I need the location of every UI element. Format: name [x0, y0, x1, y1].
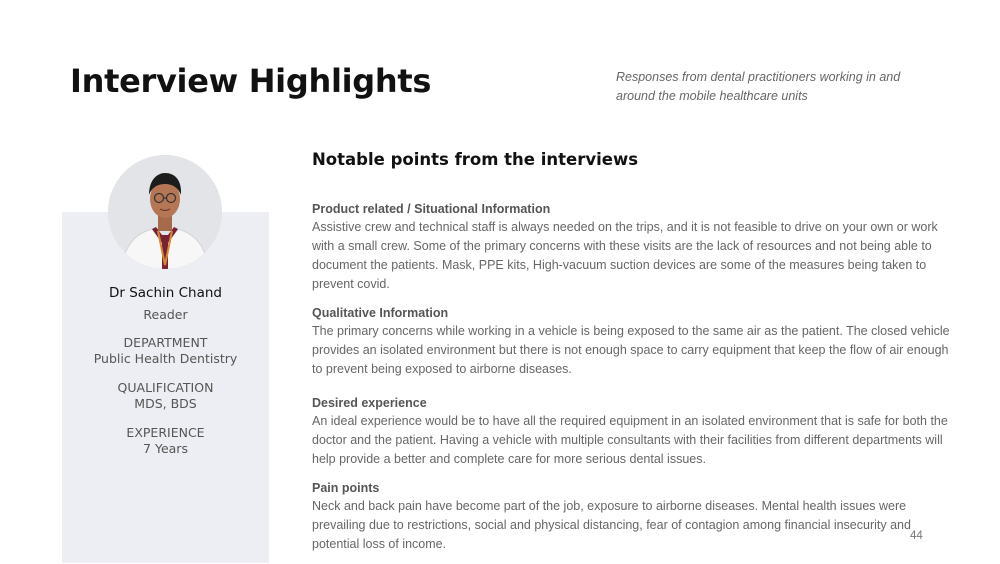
point-body: The primary concerns while working in a vehicle is being exposed to the same air as the patient. The closed vehicle provides an isolated environment but there is not enough space to carry equipment that keep the flow of air enough to prevent being exposed to airborne diseases.: [312, 324, 950, 376]
qualification-label: QUALIFICATION: [117, 380, 214, 395]
experience-value: 7 Years: [143, 440, 188, 456]
profile-qualification: [62, 380, 269, 411]
point-body: Neck and back pain have become part of the job, exposure to airborne diseases. Mental health issues were prevailing due to restrictions, social and physical distancing, fear of contagion among financial insecurity and potential loss of income.: [312, 499, 911, 551]
profile-experience: [62, 425, 269, 456]
doctor-portrait-icon: [108, 155, 222, 269]
experience-label: EXPERIENCE: [126, 425, 205, 440]
point-heading: Pain points: [312, 481, 380, 495]
qualification-value: MDS, BDS: [134, 395, 197, 411]
point-heading: Qualitative Information: [312, 306, 449, 320]
page-title: Interview Highlights: [70, 62, 432, 100]
profile-name: Dr Sachin Chand: [108, 285, 223, 301]
point-desired-experience: [312, 394, 952, 469]
point-situational: [312, 200, 952, 294]
profile-department: [62, 335, 269, 366]
point-body: Assistive crew and technical staff is always needed on the trips, and it is not feasible to drive on your own or work with a small crew. Some of the primary concerns with these visits are the lack of resources and not being able to document the patients. Mask, PPE kits, High-vacuum suction devices are some of the measures being taken to prevent covid.: [312, 220, 938, 291]
interview-points: [312, 200, 952, 564]
section-heading: Notable points from the interviews: [312, 150, 639, 169]
profile-role: Reader: [143, 307, 188, 322]
point-body: An ideal experience would be to have all the required equipment in an isolated environment that is safe for both the doctor and the patient. Having a vehicle with multiple consultants with their facilities from different departments will help provide a better and complete care for more serious dental issues.: [312, 414, 948, 466]
department-label: DEPARTMENT: [123, 335, 208, 350]
point-pain-points: [312, 479, 952, 554]
page-number: 44: [910, 530, 923, 542]
department-value: Public Health Dentistry: [93, 350, 238, 366]
point-heading: Product related / Situational Information: [312, 202, 551, 216]
avatar: [108, 155, 222, 269]
page-subtitle: Responses from dental practitioners working in and around the mobile healthcare units: [616, 70, 901, 103]
point-qualitative: [312, 304, 952, 379]
profile-details: [62, 285, 269, 470]
point-heading: Desired experience: [312, 396, 427, 410]
